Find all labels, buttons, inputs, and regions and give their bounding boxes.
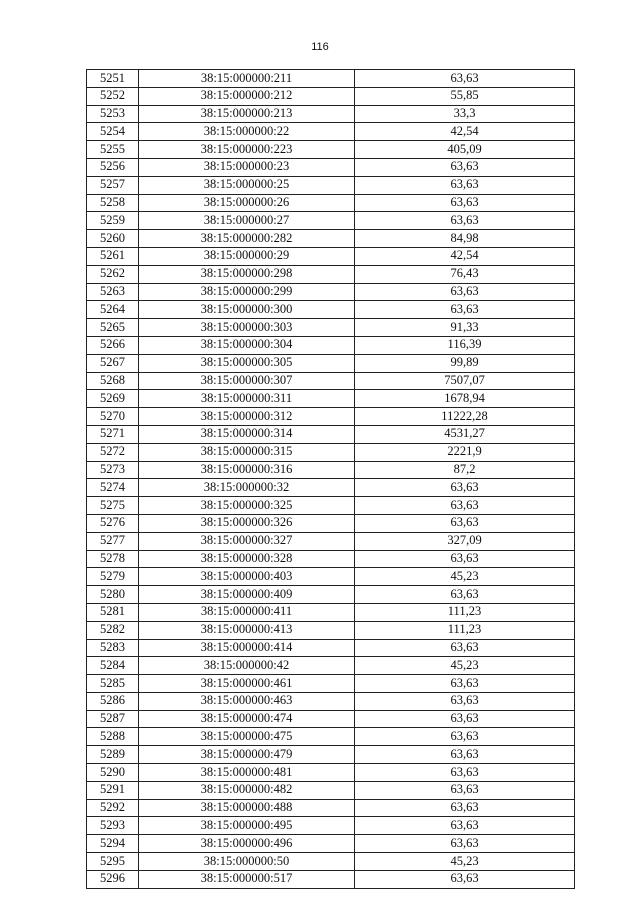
cadastral-number-cell: 38:15:000000:213 [139,105,355,123]
row-number-cell: 5260 [87,230,139,248]
row-number-cell: 5285 [87,675,139,693]
table-row [87,479,575,497]
cadastral-number-cell: 38:15:000000:403 [139,568,355,586]
row-number-cell: 5264 [87,301,139,319]
value-cell: 42,54 [355,123,575,141]
row-number-cell: 5279 [87,568,139,586]
value-cell: 63,63 [355,799,575,817]
row-number-cell: 5265 [87,319,139,337]
row-number-cell: 5280 [87,586,139,604]
table-row [87,247,575,265]
table-row [87,319,575,337]
value-cell: 7507,07 [355,372,575,390]
value-cell: 4531,27 [355,425,575,443]
value-cell: 116,39 [355,336,575,354]
table-row [87,817,575,835]
table-row [87,657,575,675]
row-number-cell: 5255 [87,141,139,159]
value-cell: 63,63 [355,283,575,301]
value-cell: 91,33 [355,319,575,337]
row-number-cell: 5274 [87,479,139,497]
value-cell: 2221,9 [355,443,575,461]
value-cell: 111,23 [355,603,575,621]
table-row [87,728,575,746]
row-number-cell: 5261 [87,247,139,265]
row-number-cell: 5268 [87,372,139,390]
table-row [87,301,575,319]
table-row [87,70,575,88]
cadastral-number-cell: 38:15:000000:25 [139,176,355,194]
value-cell: 63,63 [355,781,575,799]
value-cell: 405,09 [355,141,575,159]
cadastral-number-cell: 38:15:000000:479 [139,746,355,764]
row-number-cell: 5252 [87,87,139,105]
cadastral-number-cell: 38:15:000000:212 [139,87,355,105]
value-cell: 63,63 [355,817,575,835]
cadastral-number-cell: 38:15:000000:32 [139,479,355,497]
row-number-cell: 5258 [87,194,139,212]
cadastral-number-cell: 38:15:000000:300 [139,301,355,319]
cadastral-number-cell: 38:15:000000:409 [139,586,355,604]
value-cell: 63,63 [355,514,575,532]
cadastral-number-cell: 38:15:000000:299 [139,283,355,301]
row-number-cell: 5272 [87,443,139,461]
cadastral-number-cell: 38:15:000000:316 [139,461,355,479]
table-row [87,497,575,515]
table-row [87,586,575,604]
table-row [87,621,575,639]
cadastral-number-cell: 38:15:000000:29 [139,247,355,265]
cadastral-number-cell: 38:15:000000:303 [139,319,355,337]
table-row [87,568,575,586]
row-number-cell: 5283 [87,639,139,657]
table-row [87,354,575,372]
row-number-cell: 5293 [87,817,139,835]
table-row [87,799,575,817]
value-cell: 42,54 [355,247,575,265]
table-row [87,461,575,479]
cadastral-number-cell: 38:15:000000:327 [139,532,355,550]
value-cell: 63,63 [355,497,575,515]
table-row [87,390,575,408]
table-row [87,158,575,176]
table-row [87,265,575,283]
value-cell: 63,63 [355,70,575,88]
value-cell: 63,63 [355,550,575,568]
value-cell: 45,23 [355,568,575,586]
cadastral-number-cell: 38:15:000000:326 [139,514,355,532]
table-row [87,781,575,799]
cadastral-number-cell: 38:15:000000:312 [139,408,355,426]
value-cell: 63,63 [355,586,575,604]
row-number-cell: 5263 [87,283,139,301]
cadastral-number-cell: 38:15:000000:413 [139,621,355,639]
value-cell: 76,43 [355,265,575,283]
table-row [87,123,575,141]
table-row [87,105,575,123]
cadastral-number-cell: 38:15:000000:517 [139,870,355,888]
value-cell: 84,98 [355,230,575,248]
row-number-cell: 5254 [87,123,139,141]
cadastral-number-cell: 38:15:000000:475 [139,728,355,746]
cadastral-number-cell: 38:15:000000:495 [139,817,355,835]
row-number-cell: 5281 [87,603,139,621]
row-number-cell: 5291 [87,781,139,799]
table-row [87,443,575,461]
row-number-cell: 5269 [87,390,139,408]
row-number-cell: 5259 [87,212,139,230]
row-number-cell: 5275 [87,497,139,515]
cadastral-number-cell: 38:15:000000:496 [139,835,355,853]
cadastral-number-cell: 38:15:000000:298 [139,265,355,283]
table-row [87,176,575,194]
row-number-cell: 5267 [87,354,139,372]
value-cell: 63,63 [355,301,575,319]
cadastral-number-cell: 38:15:000000:42 [139,657,355,675]
cadastral-number-cell: 38:15:000000:461 [139,675,355,693]
table-row [87,835,575,853]
cadastral-number-cell: 38:15:000000:481 [139,764,355,782]
value-cell: 63,63 [355,835,575,853]
row-number-cell: 5295 [87,853,139,871]
cadastral-number-cell: 38:15:000000:328 [139,550,355,568]
table-row [87,710,575,728]
value-cell: 63,63 [355,728,575,746]
cadastral-number-cell: 38:15:000000:474 [139,710,355,728]
cadastral-number-cell: 38:15:000000:325 [139,497,355,515]
cadastral-number-cell: 38:15:000000:305 [139,354,355,372]
row-number-cell: 5277 [87,532,139,550]
cadastral-number-cell: 38:15:000000:50 [139,853,355,871]
row-number-cell: 5276 [87,514,139,532]
value-cell: 63,63 [355,710,575,728]
table-row [87,514,575,532]
row-number-cell: 5292 [87,799,139,817]
table-row [87,283,575,301]
table-row [87,870,575,888]
table-row [87,194,575,212]
value-cell: 63,63 [355,675,575,693]
value-cell: 1678,94 [355,390,575,408]
row-number-cell: 5270 [87,408,139,426]
cadastral-number-cell: 38:15:000000:463 [139,692,355,710]
table-row [87,692,575,710]
cadastral-number-cell: 38:15:000000:315 [139,443,355,461]
value-cell: 327,09 [355,532,575,550]
table-row [87,603,575,621]
row-number-cell: 5257 [87,176,139,194]
value-cell: 63,63 [355,870,575,888]
value-cell: 63,63 [355,479,575,497]
row-number-cell: 5253 [87,105,139,123]
cadastral-number-cell: 38:15:000000:488 [139,799,355,817]
cadastral-number-cell: 38:15:000000:23 [139,158,355,176]
row-number-cell: 5287 [87,710,139,728]
row-number-cell: 5290 [87,764,139,782]
table-row [87,639,575,657]
value-cell: 55,85 [355,87,575,105]
table-row [87,532,575,550]
value-cell: 87,2 [355,461,575,479]
table-row [87,425,575,443]
cadastre-table [86,69,575,889]
table-row [87,87,575,105]
value-cell: 45,23 [355,853,575,871]
row-number-cell: 5284 [87,657,139,675]
table-row [87,212,575,230]
cadastral-number-cell: 38:15:000000:27 [139,212,355,230]
value-cell: 63,63 [355,692,575,710]
cadastral-number-cell: 38:15:000000:223 [139,141,355,159]
cadastral-number-cell: 38:15:000000:282 [139,230,355,248]
value-cell: 45,23 [355,657,575,675]
value-cell: 63,63 [355,194,575,212]
value-cell: 11222,28 [355,408,575,426]
table-row [87,408,575,426]
table-row [87,336,575,354]
row-number-cell: 5251 [87,70,139,88]
value-cell: 63,63 [355,746,575,764]
cadastral-number-cell: 38:15:000000:311 [139,390,355,408]
cadastral-number-cell: 38:15:000000:304 [139,336,355,354]
table-row [87,550,575,568]
table-row [87,372,575,390]
cadastral-number-cell: 38:15:000000:211 [139,70,355,88]
value-cell: 63,63 [355,176,575,194]
cadastral-number-cell: 38:15:000000:314 [139,425,355,443]
cadastral-number-cell: 38:15:000000:307 [139,372,355,390]
value-cell: 63,63 [355,158,575,176]
row-number-cell: 5273 [87,461,139,479]
row-number-cell: 5282 [87,621,139,639]
table-row [87,746,575,764]
cadastral-number-cell: 38:15:000000:411 [139,603,355,621]
row-number-cell: 5262 [87,265,139,283]
cadastral-number-cell: 38:15:000000:414 [139,639,355,657]
table-row [87,230,575,248]
value-cell: 63,63 [355,764,575,782]
value-cell: 63,63 [355,212,575,230]
row-number-cell: 5286 [87,692,139,710]
cadastral-number-cell: 38:15:000000:22 [139,123,355,141]
row-number-cell: 5271 [87,425,139,443]
row-number-cell: 5296 [87,870,139,888]
row-number-cell: 5256 [87,158,139,176]
row-number-cell: 5289 [87,746,139,764]
row-number-cell: 5278 [87,550,139,568]
cadastral-number-cell: 38:15:000000:26 [139,194,355,212]
value-cell: 111,23 [355,621,575,639]
row-number-cell: 5266 [87,336,139,354]
value-cell: 63,63 [355,639,575,657]
table-body [87,70,575,889]
table-row [87,853,575,871]
value-cell: 33,3 [355,105,575,123]
table-row [87,141,575,159]
table-row [87,764,575,782]
row-number-cell: 5294 [87,835,139,853]
row-number-cell: 5288 [87,728,139,746]
table-row [87,675,575,693]
cadastral-number-cell: 38:15:000000:482 [139,781,355,799]
page-number: 116 [311,41,329,53]
value-cell: 99,89 [355,354,575,372]
